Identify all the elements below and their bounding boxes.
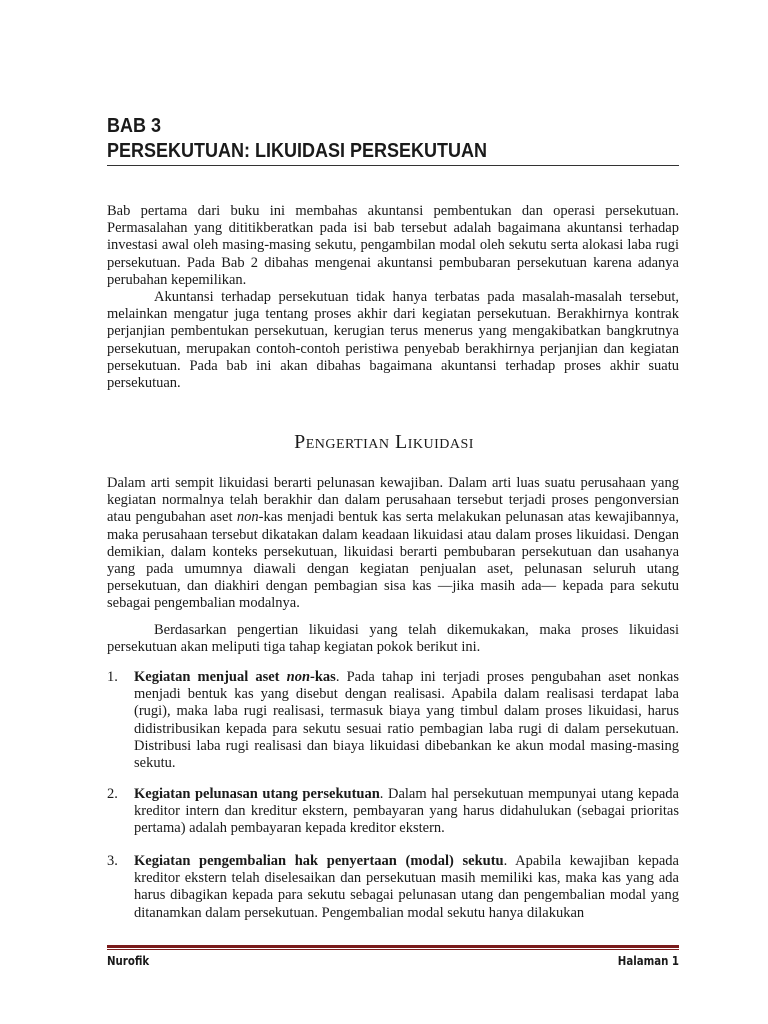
- chapter-number: BAB 3: [107, 115, 162, 137]
- stages-intro-paragraph: [107, 622, 679, 656]
- list-item-bold-em: non: [286, 669, 311, 685]
- list-item-number: 1.: [107, 669, 118, 685]
- list-item-body: . Pada tahap ini terjadi proses pengubahan aset nonkas menjadi bentuk kas yang disebut dengan realisasi. Apabila dalam realisasi terdapat laba (rugi), maka laba rugi realisasi, termasuk biaya yang timbul dalam proses likuidasi, harus didistribusikan kepada para sekutu sesuai ratio pembagian laba rugi di dalam persekutuan. Distribusi laba rugi realisasi dan biaya likuidasi dibebankan ke akun modal masing-masing sekutu.: [134, 669, 679, 772]
- list-item-bold: Kegiatan pengembalian hak penyertaan (modal) sekutu: [134, 853, 504, 869]
- header-rule: [107, 165, 679, 166]
- footer-rule-thick: [107, 945, 679, 948]
- definition-text-b: -kas menjadi bentuk kas serta melakukan pelunasan atas kewajibannya, maka perusahaan tersebut dikatakan dalam keadaan likuidasi atau dalam proses likuidasi. Dengan demikian, dalam konteks persekutuan, likuidasi berarti pembubaran persekutuan dan usahanya yang pada umumnya diawali dengan kegiatan penjualan aset, pelunasan seluruh utang persekutuan, dan diakhiri dengan pembagian sisa kas —jika masih ada— kepada para sekutu sebagai pengembalian modalnya.: [107, 509, 679, 612]
- chapter-title-part-b: LIKUIDASI PERSEKUTUAN: [250, 140, 488, 162]
- definition-paragraph: [107, 475, 679, 613]
- list-item-number: 2.: [107, 786, 118, 802]
- list-item-bold-a: Kegiatan menjual aset: [134, 669, 287, 685]
- list-item-bold-b: -kas: [310, 669, 336, 685]
- list-item-bold: Kegiatan pelunasan utang persekutuan: [134, 786, 380, 802]
- list-item-number: 3.: [107, 853, 118, 869]
- list-item-text: [134, 669, 679, 772]
- definition-text-em: non: [236, 509, 259, 526]
- section-heading: Pengertian Likuidasi: [294, 431, 474, 453]
- chapter-title-part-a: PERSEKUTUAN:: [107, 140, 251, 162]
- stages-intro-text: Berdasarkan pengertian likuidasi yang telah dikemukakan, maka proses likuidasi persekutuan akan meliputi tiga tahap kegiatan pokok berikut ini.: [107, 622, 679, 656]
- footer-page-number: Halaman 1: [617, 954, 679, 968]
- list-item-body: . Dalam hal persekutuan mempunyai utang kepada kreditor intern dan kreditur ekstern, pembayaran yang harus didahulukan (sebagai prioritas pertama) adalah pembayaran kepada kreditor ekstern.: [134, 786, 679, 837]
- definition-text-a: Dalam arti sempit likuidasi berarti pelunasan kewajiban. Dalam arti luas suatu perusahaan yang kegiatan normalnya telah berakhir dan dalam perusahaan tersebut terjadi proses pengonversian atau pengubahan aset: [107, 475, 679, 526]
- footer-author: Nurofik: [107, 954, 150, 968]
- chapter-title: [107, 139, 487, 163]
- list-item-text: [134, 786, 679, 838]
- intro-section: [107, 203, 679, 392]
- list-item-text: [134, 853, 679, 922]
- intro-paragraph-2: Akuntansi terhadap persekutuan tidak hanya terbatas pada masalah-masalah tersebut, melainkan mengatur juga tentang proses akhir dari kegiatan persekutuan. Berakhirnya kontrak perjanjian pembentukan persekutuan, kerugian terus menerus yang mengakibatkan bangkrutnya persekutuan, merupakan contoh-contoh peristiwa penyebab berakhirnya perjanjian dan kegiatan persekutuan. Pada bab ini akan dibahas bagaimana akuntansi terhadap proses akhir suatu persekutuan.: [107, 289, 679, 392]
- footer-rule-thin: [107, 949, 679, 950]
- intro-paragraph-1: Bab pertama dari buku ini membahas akuntansi pembentukan dan operasi persekutuan. Permasalahan yang dititikberatkan pada isi bab tersebut adalah bagaimana akuntansi terhadap investasi awal oleh masing-masing sekutu, pengambilan modal oleh sekutu serta alokasi laba rugi persekutuan. Pada Bab 2 dibahas mengenai akuntansi pembubaran persekutuan karena adanya perubahan kepemilikan.: [107, 203, 679, 288]
- list-item-body: . Apabila kewajiban kepada kreditor ekstern telah diselesaikan dan persekutuan masih memiliki kas, maka kas yang ada harus dibagikan kepada para sekutu sebagai pelunasan utang dan pengembalian modal yang ditanamkan dalam persekutuan. Pengembalian modal sekutu hanya dilakukan: [134, 853, 679, 921]
